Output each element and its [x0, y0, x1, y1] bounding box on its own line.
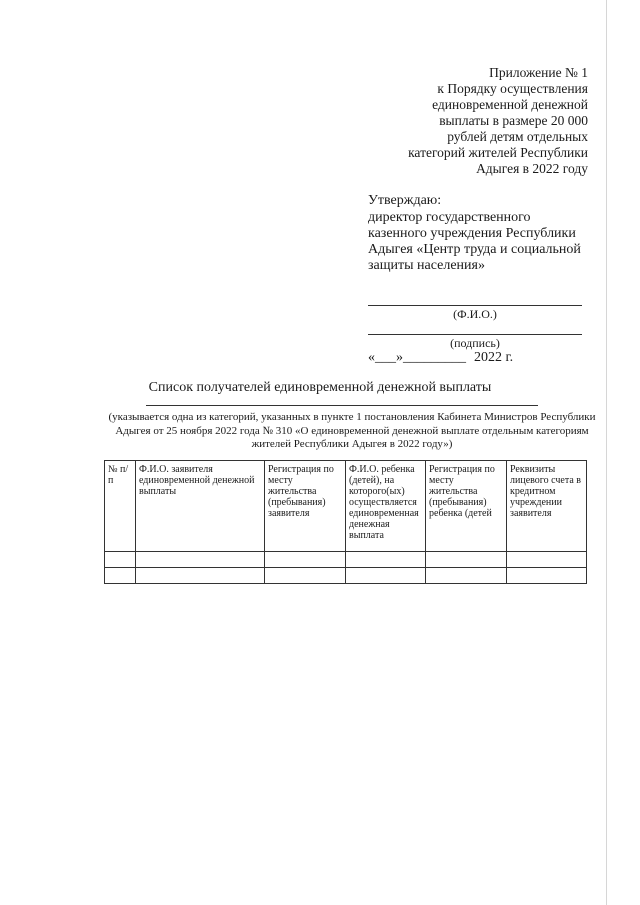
date-day: «___»	[368, 350, 403, 365]
approval-line: казенного учреждения Республики	[368, 226, 576, 241]
table-cell	[105, 568, 136, 584]
table-cell	[346, 568, 426, 584]
header-applicant-registration: Регистрация по месту жительства (пребывания) заявителя	[265, 461, 346, 552]
header-child-name: Ф.И.О. ребенка (детей), на которого(ых) осуществляется единовременная денежная выплата	[346, 461, 426, 552]
table-cell	[426, 568, 507, 584]
approval-date	[368, 350, 513, 366]
table-header-row	[105, 461, 587, 552]
appendix-line: Адыгея в 2022 году	[476, 161, 588, 176]
approval-line: защиты населения»	[368, 258, 485, 273]
appendix-line: к Порядку осуществления	[437, 81, 588, 96]
table-row	[105, 568, 587, 584]
table-cell	[507, 568, 587, 584]
approval-line: директор государственного	[368, 210, 531, 225]
title-underline	[146, 405, 538, 406]
header-bank-details: Реквизиты лицевого счета в кредитном учреждении заявителя	[507, 461, 587, 552]
signature-caption: (подпись)	[450, 336, 500, 350]
appendix-header	[348, 65, 588, 177]
table-cell	[136, 552, 265, 568]
table-cell	[265, 568, 346, 584]
appendix-line: единовременной денежной	[432, 97, 588, 112]
recipients-table	[104, 460, 587, 584]
table-cell	[346, 552, 426, 568]
header-applicant-name: Ф.И.О. заявителя единовременной денежной выплаты	[136, 461, 265, 552]
signature-line	[368, 334, 582, 335]
page-title: Список получателей единовременной денежной выплаты	[148, 380, 492, 395]
date-month: _________	[403, 350, 466, 365]
approval-block	[368, 193, 598, 274]
fio-caption: (Ф.И.О.)	[453, 307, 497, 321]
table-cell	[265, 552, 346, 568]
appendix-line: выплаты в размере 20 000	[439, 113, 588, 128]
table-cell	[426, 552, 507, 568]
approval-label: Утверждаю:	[368, 193, 442, 208]
fio-signature-line	[368, 305, 582, 306]
appendix-line: Приложение № 1	[489, 65, 588, 80]
category-note: (указывается одна из категорий, указанных в пункте 1 постановления Кабинета Министров Республики Адыгея от 25 ноября 2022 года № 310 «О единовременной денежной выплате отдельным категориям жителей Республики Адыгея в 2022 году»)	[108, 411, 596, 450]
date-year: 2022 г.	[474, 350, 514, 365]
appendix-line: рублей детям отдельных	[447, 129, 588, 144]
approval-line: Адыгея «Центр труда и социальной	[368, 242, 581, 257]
table-cell	[507, 552, 587, 568]
appendix-line: категорий жителей Республики	[408, 145, 588, 160]
header-child-registration: Регистрация по месту жительства (пребывания) ребенка (детей	[426, 461, 507, 552]
table-cell	[136, 568, 265, 584]
table-row	[105, 552, 587, 568]
table-cell	[105, 552, 136, 568]
scan-edge-line	[606, 0, 607, 905]
header-number: № п/п	[105, 461, 136, 552]
